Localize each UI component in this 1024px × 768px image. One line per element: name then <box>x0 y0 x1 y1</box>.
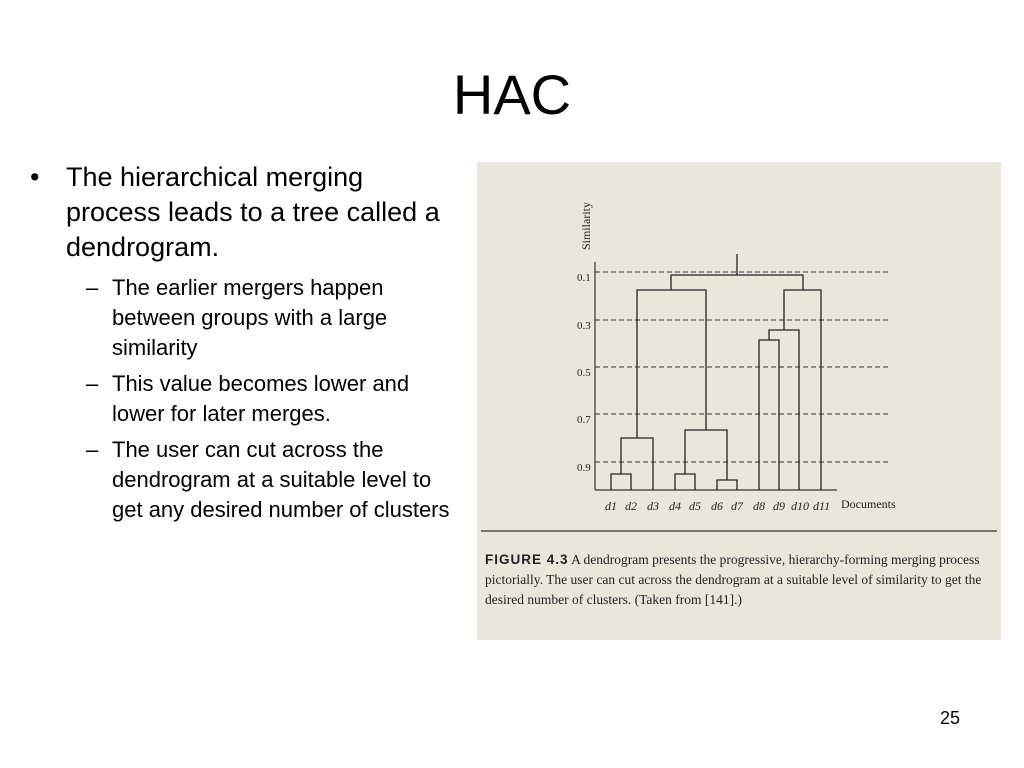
tick-label: 0.1 <box>577 272 591 284</box>
bullet-marker: • <box>30 162 40 192</box>
sub-bullet-marker: – <box>86 437 99 462</box>
leaf-label: d6 <box>711 499 723 513</box>
leaf-label: d5 <box>689 499 701 513</box>
leaf-label: d9 <box>773 499 785 513</box>
sub-bullet-marker: – <box>86 275 99 300</box>
caption-label: FIGURE 4.3 <box>485 552 569 567</box>
sub-bullet <box>30 369 462 429</box>
main-bullet <box>30 160 460 265</box>
sub-bullet-marker: – <box>86 371 99 396</box>
sub-bullet-text: This value becomes lower and lower for later merges. <box>112 371 410 426</box>
leaf-label: d11 <box>813 499 831 513</box>
leaf-labels <box>605 499 830 513</box>
leaf-label: d8 <box>753 499 765 513</box>
caption-text: A dendrogram presents the progressive, hierarchy-forming merging process pictorially. The user can cut across the dendrogram at a suitable level of similarity to get the desired number of clusters. (Taken from [141].) <box>485 552 982 607</box>
leaf-label: d1 <box>605 499 617 513</box>
leaf-label: d10 <box>791 499 809 513</box>
sub-bullet-list <box>30 273 460 525</box>
sub-bullet <box>30 273 462 363</box>
tick-label: 0.7 <box>577 414 591 426</box>
sub-bullet <box>30 435 462 525</box>
leaf-label: d3 <box>647 499 659 513</box>
y-axis-label: Similarity <box>579 202 593 250</box>
main-bullet-text: The hierarchical merging process leads to a tree called a dendrogram. <box>66 162 440 262</box>
leaf-label: d2 <box>625 499 637 513</box>
tick-label: 0.3 <box>577 320 591 332</box>
x-axis-label: Documents <box>841 497 896 511</box>
dendrogram-figure <box>477 162 1001 640</box>
figure-caption <box>485 550 993 610</box>
slide-title: HAC <box>452 63 572 126</box>
leaf-label: d4 <box>669 499 681 513</box>
sub-bullet-text: The earlier mergers happen between groups with a large similarity <box>112 275 388 360</box>
tick-label: 0.5 <box>577 367 591 379</box>
tick-label: 0.9 <box>577 462 591 474</box>
leaf-label: d7 <box>731 499 743 513</box>
sub-bullet-text: The user can cut across the dendrogram at a suitable level to get any desired number of clusters <box>112 437 450 522</box>
page-number: 25 <box>940 708 961 728</box>
dendrogram-links <box>611 254 821 490</box>
slide-content <box>30 160 460 531</box>
